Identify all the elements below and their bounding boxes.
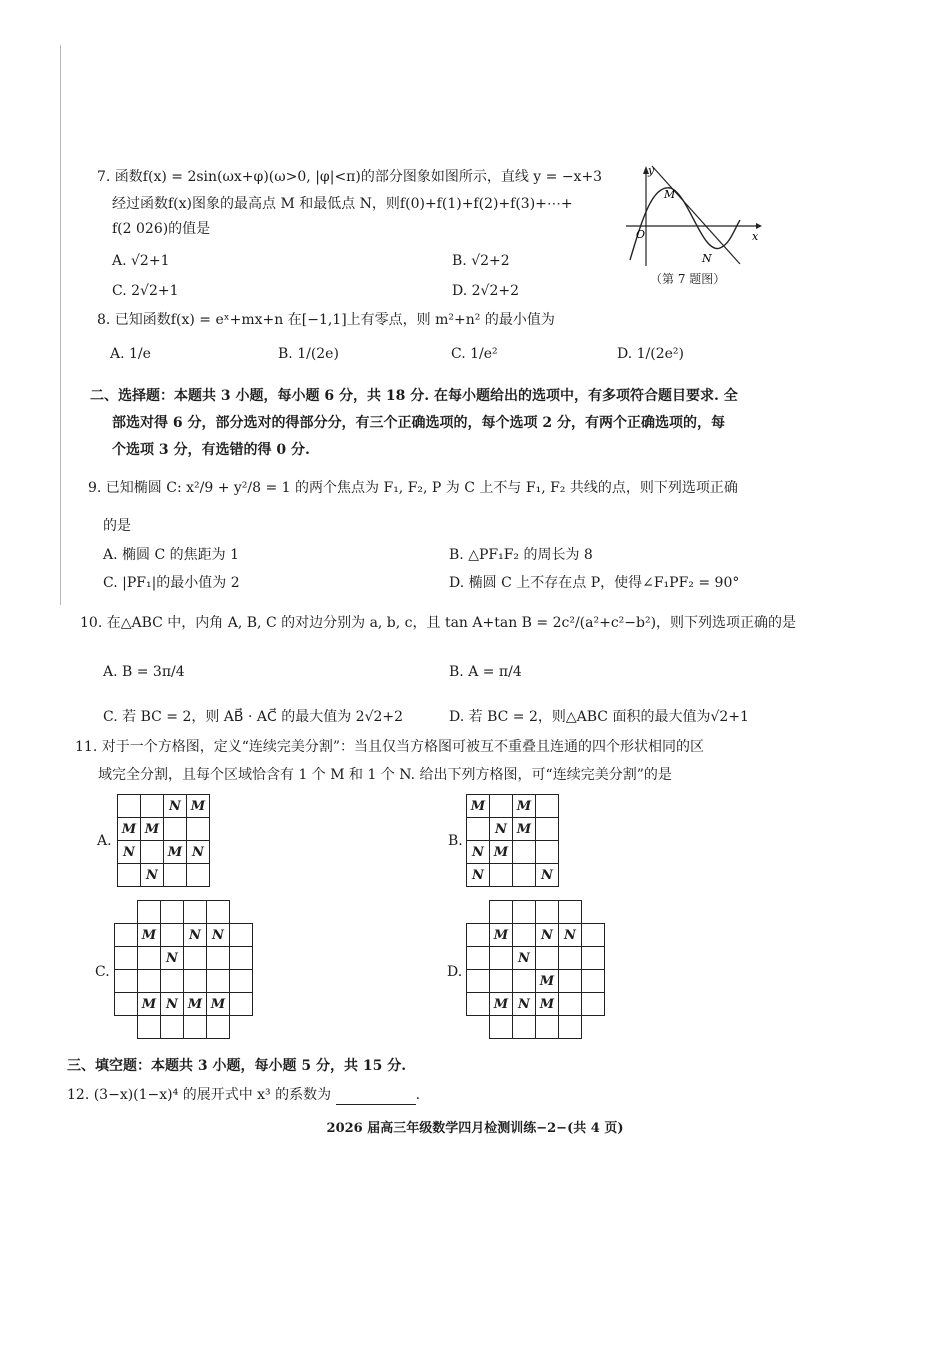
grid-cell: [184, 947, 207, 970]
grid-row: [467, 970, 605, 993]
grid-cell: N: [490, 818, 513, 841]
grid-cell: [161, 924, 184, 947]
grid-cell: M: [141, 818, 164, 841]
grid-cell: [187, 864, 210, 887]
grid-cell: [559, 970, 582, 993]
grid-row: [467, 841, 559, 864]
grid-cell: [161, 901, 184, 924]
grid-cell: [513, 864, 536, 887]
grid-cell: M: [536, 970, 559, 993]
grid-cell: [207, 901, 230, 924]
grid-cell: N: [187, 841, 210, 864]
grid-cell: [118, 795, 141, 818]
binding-margin-line: [60, 45, 61, 605]
grid-cell: [490, 970, 513, 993]
grid-row: [118, 818, 210, 841]
grid-cell: [559, 993, 582, 1016]
grid-cell: N: [184, 924, 207, 947]
grid-cell: [164, 864, 187, 887]
grid-cell: M: [536, 993, 559, 1016]
grid-cell: [536, 1016, 559, 1039]
grid-row: [467, 924, 605, 947]
grid-cell: M: [467, 795, 490, 818]
x-axis-label: x: [752, 230, 759, 243]
grid-cell: [115, 993, 138, 1016]
grid-cell: [138, 901, 161, 924]
y-axis-label: y: [648, 164, 655, 177]
grid-cell: N: [467, 864, 490, 887]
grid-cell: [490, 947, 513, 970]
section2-instructions-line2: 部选对得 6 分，部分选对的得部分分，有三个正确选项的，每个选项 2 分，有两个正确选项的，每: [112, 415, 725, 431]
grid-cell: [207, 970, 230, 993]
q12-answer-blank[interactable]: [336, 1090, 416, 1105]
q9-option-c: C. |PF₁|的最小值为 2: [103, 575, 240, 591]
origin-label: O: [636, 228, 646, 241]
grid-cell: [230, 924, 253, 947]
q10-option-b: B. A = π/4: [449, 664, 522, 680]
q8-stem: 8. 已知函数f(x) = eˣ+mx+n 在[−1,1]上有零点，则 m²+n² 的最小值为: [97, 312, 555, 328]
q10-option-c: C. 若 BC = 2，则 AB⃗ · AC⃗ 的最大值为 2√2+2: [103, 709, 404, 725]
grid-row: [467, 993, 605, 1016]
grid-cell: [230, 970, 253, 993]
grid-empty-corner: [467, 901, 490, 924]
q11-grid-c: [114, 900, 253, 1039]
q10-option-d: D. 若 BC = 2，则△ABC 面积的最大值为√2+1: [449, 709, 749, 725]
q7-stem-line3: f(2 026)的值是: [112, 221, 211, 237]
grid-empty-corner: [115, 1016, 138, 1039]
grid-cell: M: [184, 993, 207, 1016]
grid-cell: M: [164, 841, 187, 864]
grid-cell: N: [161, 993, 184, 1016]
q11-grid-a: [117, 794, 210, 887]
grid-cell: [513, 841, 536, 864]
grid-empty-corner: [230, 1016, 253, 1039]
section2-instructions-line1: 二、选择题：本题共 3 小题，每小题 6 分，共 18 分. 在每小题给出的选项中，有多项符合题目要求. 全: [90, 388, 738, 404]
grid-cell: [184, 901, 207, 924]
grid-cell: [164, 818, 187, 841]
grid-cell: [187, 818, 210, 841]
grid-row: [467, 1016, 605, 1039]
grid-cell: M: [490, 993, 513, 1016]
grid-cell: M: [187, 795, 210, 818]
grid-cell: [559, 947, 582, 970]
grid-cell: [490, 901, 513, 924]
grid-cell: [513, 901, 536, 924]
q9-stem: 9. 已知椭圆 C: x²/9 + y²/8 = 1 的两个焦点为 F₁, F₂, P 为 C 上不与 F₁, F₂ 共线的点，则下列选项正确: [88, 480, 738, 496]
q8-option-a: A. 1/e: [110, 346, 151, 362]
grid-cell: [118, 864, 141, 887]
q9-option-a: A. 椭圆 C 的焦距为 1: [103, 547, 239, 563]
q12-stem: 12. (3−x)(1−x)⁴ 的展开式中 x³ 的系数为: [67, 1087, 332, 1103]
grid-row: [115, 1016, 253, 1039]
grid-cell: [161, 1016, 184, 1039]
grid-cell: M: [207, 993, 230, 1016]
grid-cell: [138, 947, 161, 970]
q12-end: .: [415, 1087, 421, 1103]
grid-empty-corner: [230, 901, 253, 924]
page-footer: 2026 届高三年级数学四月检测训练−2−(共 4 页): [326, 1121, 624, 1136]
x-axis-arrow: [756, 223, 762, 229]
grid-cell: N: [513, 947, 536, 970]
grid-cell: M: [138, 924, 161, 947]
grid-cell: [207, 947, 230, 970]
q9-option-b: B. △PF₁F₂ 的周长为 8: [449, 547, 593, 563]
grid-cell: [536, 901, 559, 924]
grid-cell: [467, 970, 490, 993]
grid-cell: [582, 947, 605, 970]
q7-option-c: C. 2√2+1: [112, 283, 179, 299]
grid-cell: N: [536, 864, 559, 887]
grid-row: [118, 841, 210, 864]
grid-empty-corner: [582, 1016, 605, 1039]
q8-option-b: B. 1/(2e): [278, 346, 339, 362]
grid-cell: [230, 993, 253, 1016]
q11-grid-b-label: B.: [448, 833, 463, 849]
grid-empty-corner: [467, 1016, 490, 1039]
grid-cell: [138, 1016, 161, 1039]
grid-row: [115, 993, 253, 1016]
grid-cell: [513, 1016, 536, 1039]
grid-cell: [559, 901, 582, 924]
grid-row: [118, 864, 210, 887]
grid-row: [467, 901, 605, 924]
grid-cell: N: [536, 924, 559, 947]
q7-stem-line1: 7. 函数f(x) = 2sin(ωx+φ)(ω>0, |φ|<π)的部分图象如图所示，直线 y = −x+3: [97, 169, 603, 185]
line-y-neg-x-plus-3: [652, 166, 740, 264]
grid-cell: [161, 970, 184, 993]
grid-cell: [490, 795, 513, 818]
grid-row: [467, 947, 605, 970]
q11-stem-line2: 域完全分割，且每个区域恰含有 1 个 M 和 1 个 N. 给出下列方格图，可“连续完美分割”的是: [98, 767, 672, 783]
grid-row: [467, 795, 559, 818]
q11-grid-b: [466, 794, 559, 887]
grid-cell: [467, 818, 490, 841]
q7-option-d: D. 2√2+2: [452, 283, 519, 299]
q11-stem-line1: 11. 对于一个方格图，定义“连续完美分割”：当且仅当方格图可被互不重叠且连通的四个形状相同的区: [75, 739, 705, 755]
grid-cell: [536, 947, 559, 970]
grid-cell: [490, 864, 513, 887]
grid-row: [115, 970, 253, 993]
q10-option-a: A. B = 3π/4: [103, 664, 185, 680]
grid-cell: N: [207, 924, 230, 947]
section3-title: 三、填空题：本题共 3 小题，每小题 5 分，共 15 分.: [67, 1058, 407, 1074]
grid-empty-corner: [115, 901, 138, 924]
grid-cell: M: [490, 841, 513, 864]
q12-line: [67, 1085, 420, 1105]
grid-cell: N: [164, 795, 187, 818]
q9-option-d: D. 椭圆 C 上不存在点 P，使得∠F₁PF₂ = 90°: [449, 575, 740, 591]
grid-cell: [582, 924, 605, 947]
q8-option-d: D. 1/(2e²): [617, 346, 684, 362]
grid-cell: M: [138, 993, 161, 1016]
grid-row: [115, 924, 253, 947]
grid-cell: [582, 993, 605, 1016]
grid-row: [467, 864, 559, 887]
grid-cell: M: [118, 818, 141, 841]
q11-grid-d: [466, 900, 605, 1039]
section2-instructions-line3: 个选项 3 分，有选错的得 0 分.: [112, 442, 310, 458]
grid-cell: [513, 970, 536, 993]
grid-cell: [513, 924, 536, 947]
grid-cell: [490, 1016, 513, 1039]
grid-cell: [230, 947, 253, 970]
grid-cell: N: [513, 993, 536, 1016]
grid-cell: [582, 970, 605, 993]
q7-function-graph: [622, 160, 762, 270]
grid-cell: N: [467, 841, 490, 864]
q7-stem-line2: 经过函数f(x)图象的最高点 M 和最低点 N，则f(0)+f(1)+f(2)+f(3)+⋯+: [112, 196, 573, 212]
grid-cell: M: [490, 924, 513, 947]
grid-cell: N: [141, 864, 164, 887]
grid-cell: N: [559, 924, 582, 947]
grid-cell: M: [513, 818, 536, 841]
grid-cell: [536, 818, 559, 841]
q7-option-a: A. √2+1: [112, 253, 170, 269]
grid-cell: [207, 1016, 230, 1039]
q11-grid-d-label: D.: [447, 964, 463, 980]
point-m-label: M: [664, 188, 676, 201]
grid-cell: M: [513, 795, 536, 818]
grid-cell: [184, 970, 207, 993]
grid-cell: [115, 970, 138, 993]
grid-cell: [467, 993, 490, 1016]
grid-cell: [115, 924, 138, 947]
grid-row: [115, 901, 253, 924]
q11-grid-a-label: A.: [97, 833, 112, 849]
grid-cell: [141, 795, 164, 818]
q11-grid-c-label: C.: [95, 964, 110, 980]
grid-cell: [141, 841, 164, 864]
q7-option-b: B. √2+2: [452, 253, 510, 269]
grid-cell: [559, 1016, 582, 1039]
grid-cell: [467, 947, 490, 970]
grid-cell: [536, 795, 559, 818]
q8-option-c: C. 1/e²: [451, 346, 498, 362]
grid-row: [118, 795, 210, 818]
q10-stem: 10. 在△ABC 中，内角 A, B, C 的对边分别为 a, b, c，且 tan A+tan B = 2c²/(a²+c²−b²)，则下列选项正确的是: [80, 615, 797, 631]
grid-cell: [467, 924, 490, 947]
point-n-label: N: [702, 252, 712, 265]
q9-stem-continued: 的是: [103, 518, 131, 534]
q7-figure-caption: （第 7 题图）: [650, 272, 726, 286]
grid-cell: [138, 970, 161, 993]
grid-cell: N: [161, 947, 184, 970]
grid-empty-corner: [582, 901, 605, 924]
grid-cell: N: [118, 841, 141, 864]
grid-row: [467, 818, 559, 841]
grid-cell: [184, 1016, 207, 1039]
grid-cell: [536, 841, 559, 864]
grid-row: [115, 947, 253, 970]
grid-cell: [115, 947, 138, 970]
